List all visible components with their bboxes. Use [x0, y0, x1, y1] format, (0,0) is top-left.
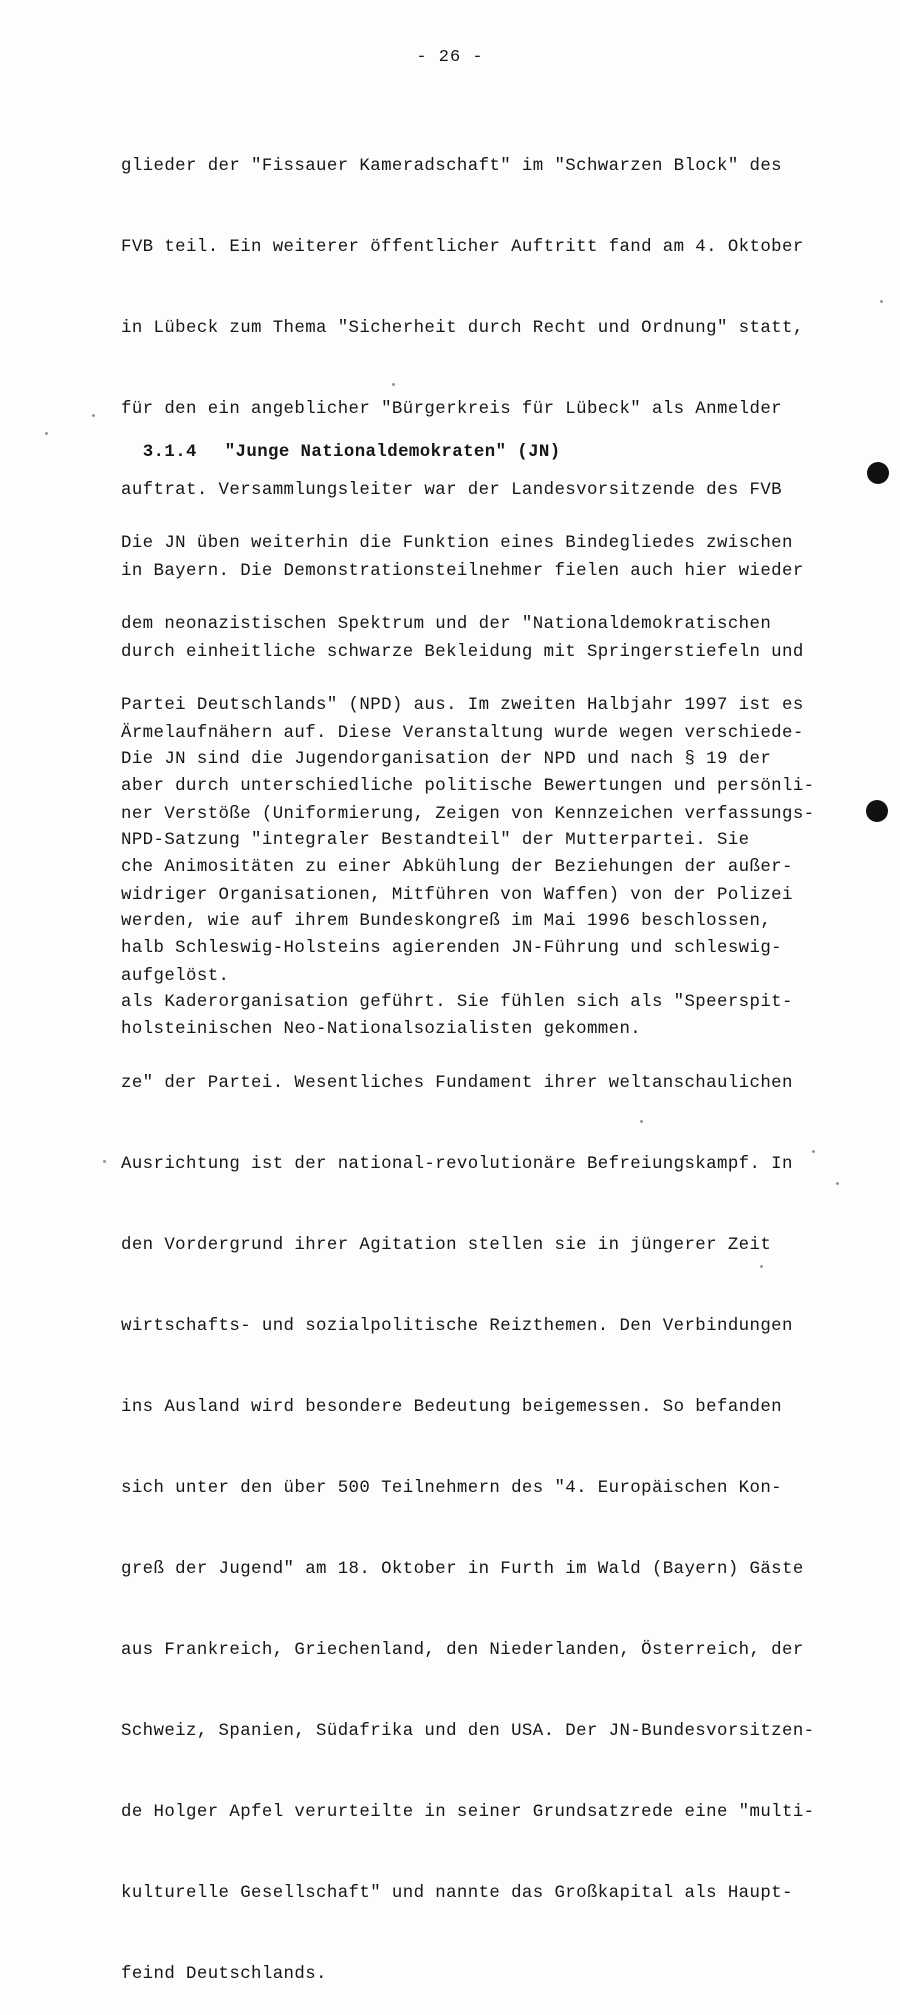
scan-speck [103, 1160, 106, 1163]
text-line: für den ein angeblicher "Bürgerkreis für Lübeck" als Anmelder [121, 400, 783, 419]
scan-speck [880, 300, 883, 303]
text-line: de Holger Apfel verurteilte in seiner Grundsatzrede eine "multi- [121, 1803, 815, 1822]
text-line: ze" der Partei. Wesentliches Fundament ihrer weltanschaulichen [121, 1074, 793, 1093]
text-line: auftrat. Versammlungsleiter war der Landesvorsitzende des FVB [121, 481, 783, 500]
text-line: FVB teil. Ein weiterer öffentlicher Auftritt fand am 4. Oktober [121, 238, 804, 257]
text-line: NPD-Satzung "integraler Bestandteil" der Mutterpartei. Sie [121, 831, 750, 850]
text-line: widriger Organisationen, Mitführen von Waffen) von der Polizei [121, 886, 793, 905]
text-line: kulturelle Gesellschaft" und nannte das Großkapital als Haupt- [121, 1884, 793, 1903]
section-title: "Junge Nationaldemokraten" (JN) [224, 443, 561, 462]
scan-speck [640, 1120, 643, 1123]
scan-speck [45, 432, 48, 435]
section-number: 3.1.4 [142, 443, 197, 462]
scan-speck [836, 1182, 839, 1185]
text-line: in Bayern. Die Demonstrationsteilnehmer fielen auch hier wieder [121, 562, 804, 581]
section-heading [121, 424, 561, 462]
text-line: dem neonazistischen Spektrum und der "Nationaldemokratischen [121, 615, 772, 634]
text-line: che Animositäten zu einer Abkühlung der Beziehungen der außer- [121, 858, 793, 877]
text-line: Die JN üben weiterhin die Funktion eines Bindegliedes zwischen [121, 534, 793, 553]
text-line: Die JN sind die Jugendorganisation der NPD und nach § 19 der [121, 750, 772, 769]
text-line: aber durch unterschiedliche politische Bewertungen und persönli- [121, 777, 815, 796]
scan-speck [760, 1265, 763, 1268]
text-line: als Kaderorganisation geführt. Sie fühlen sich als "Speerspit- [121, 993, 793, 1012]
text-line: sich unter den über 500 Teilnehmern des "4. Europäischen Kon- [121, 1479, 783, 1498]
page-number: - 26 - [416, 48, 484, 67]
text-line: holsteinischen Neo-Nationalsozialisten gekommen. [121, 1020, 642, 1039]
scan-speck [812, 1150, 815, 1153]
text-line: halb Schleswig-Holsteins agierenden JN-Führung und schleswig- [121, 939, 783, 958]
text-line: feind Deutschlands. [121, 1965, 327, 1984]
margin-bullet [866, 800, 888, 822]
scan-speck [392, 383, 395, 386]
text-line: den Vordergrund ihrer Agitation stellen sie in jüngerer Zeit [121, 1236, 772, 1255]
text-line: aufgelöst. [121, 967, 230, 986]
scan-speck [92, 414, 95, 417]
text-line: in Lübeck zum Thema "Sicherheit durch Recht und Ordnung" statt, [121, 319, 804, 338]
margin-bullet [867, 462, 889, 484]
paragraph-3 [121, 692, 815, 2015]
text-line: Partei Deutschlands" (NPD) aus. Im zweiten Halbjahr 1997 ist es [121, 696, 804, 715]
text-line: wirtschafts- und sozialpolitische Reizthemen. Den Verbindungen [121, 1317, 793, 1336]
text-line: glieder der "Fissauer Kameradschaft" im "Schwarzen Block" des [121, 157, 783, 176]
text-line: Schweiz, Spanien, Südafrika und den USA. Der JN-Bundesvorsitzen- [121, 1722, 815, 1741]
text-line: ins Ausland wird besondere Bedeutung beigemessen. So befanden [121, 1398, 783, 1417]
text-line: Ausrichtung ist der national-revolutionäre Befreiungskampf. In [121, 1155, 793, 1174]
text-line: Ärmelaufnähern auf. Diese Veranstaltung wurde wegen verschiede- [121, 724, 804, 743]
text-line: greß der Jugend" am 18. Oktober in Furth im Wald (Bayern) Gäste [121, 1560, 804, 1579]
text-line: durch einheitliche schwarze Bekleidung mit Springerstiefeln und [121, 643, 804, 662]
text-line: werden, wie auf ihrem Bundeskongreß im Mai 1996 beschlossen, [121, 912, 772, 931]
text-line: ner Verstöße (Uniformierung, Zeigen von Kennzeichen verfassungs- [121, 805, 815, 824]
text-line: aus Frankreich, Griechenland, den Niederlanden, Österreich, der [121, 1641, 804, 1660]
